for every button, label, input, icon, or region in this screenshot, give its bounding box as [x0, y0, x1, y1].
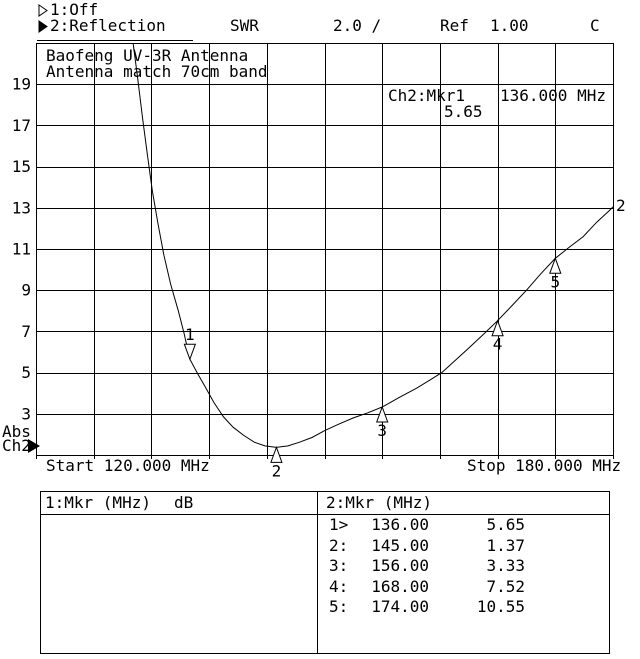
y-axis-tick-label: 3 — [21, 404, 31, 424]
marker-table-ch1-title: 1:Mkr (MHz) — [45, 493, 151, 512]
stop-frequency-label: Stop 180.000 MHz — [467, 456, 622, 475]
marker-table-ch2-title: 2:Mkr (MHz) — [326, 493, 432, 512]
y-axis-tick-label: 9 — [21, 280, 31, 300]
cal-indicator: C — [590, 16, 600, 35]
marker-row-value: 3.33 — [486, 556, 525, 575]
channel1-arrow-icon — [38, 4, 48, 20]
marker-readout-value: 5.65 — [444, 102, 483, 121]
y-axis-tick-label: 7 — [21, 321, 31, 341]
channel1-label[interactable]: 1:Off — [50, 0, 99, 19]
marker-row-freq: 136.00 — [371, 515, 429, 534]
format-label: SWR — [230, 16, 259, 35]
marker-table-ch1-header — [41, 492, 317, 515]
marker-row-label: 1> — [329, 515, 349, 534]
marker-table-ch2 — [317, 491, 610, 654]
marker-table-ch1 — [40, 491, 318, 654]
start-frequency-label: Start 120.000 MHz — [46, 456, 210, 475]
marker-2-number: 2 — [271, 461, 282, 481]
scale-per-div: 2.0 / — [333, 16, 382, 35]
marker-4-number: 4 — [492, 334, 503, 354]
marker-1-number: 1 — [185, 325, 195, 345]
chart-title-line1: Baofeng UV-3R Antenna — [46, 46, 249, 65]
marker-row-label: 4: — [329, 577, 349, 596]
marker-row-label: 2: — [329, 536, 349, 555]
y-axis-tick-label: 5 — [21, 363, 31, 383]
marker-row-freq: 174.00 — [371, 597, 429, 616]
marker-table-ch2-header — [318, 492, 609, 515]
y-axis-tick-label: 15 — [11, 157, 31, 177]
channel2-arrow-icon — [38, 20, 48, 36]
y-axis-tick-label: 11 — [11, 239, 31, 259]
marker-2-triangle-icon — [271, 447, 282, 462]
marker-table-ch1-unit: dB — [174, 493, 194, 512]
abs-label: Abs — [2, 422, 31, 441]
marker-row-value: 7.52 — [486, 577, 525, 596]
marker-4-triangle-icon — [492, 321, 503, 336]
marker-row-label: 5: — [329, 597, 349, 616]
marker-row-value: 10.55 — [476, 597, 525, 616]
channel2-label[interactable]: 2:Reflection — [50, 16, 166, 35]
ref-value: 1.00 — [490, 16, 529, 35]
marker-readout-prefix: Ch2:Mkr1 — [388, 86, 466, 105]
y-axis-tick-label: 19 — [11, 74, 31, 94]
marker-1-triangle-icon — [184, 344, 195, 359]
marker-readout-freq: 136.000 MHz — [500, 86, 606, 105]
ch2-label: Ch2 — [2, 436, 31, 455]
ref-label: Ref — [440, 16, 469, 35]
y-axis-tick-label: 13 — [11, 198, 31, 218]
marker-row-value: 5.65 — [486, 515, 525, 534]
marker-row-freq: 145.00 — [371, 536, 429, 555]
y-axis-tick-label: 17 — [11, 115, 31, 135]
chart-title-line2: Antenna match 70cm band — [46, 62, 268, 81]
marker-5-number: 5 — [550, 272, 561, 292]
marker-row-freq: 156.00 — [371, 556, 429, 575]
marker-row-label: 3: — [329, 556, 349, 575]
marker-row-freq: 168.00 — [371, 577, 429, 596]
marker-3-number: 3 — [377, 421, 388, 441]
trace-number-label: 2 — [616, 195, 626, 215]
marker-row-value: 1.37 — [486, 536, 525, 555]
ch2-pointer-icon — [28, 439, 40, 453]
marker-5-triangle-icon — [550, 258, 561, 273]
